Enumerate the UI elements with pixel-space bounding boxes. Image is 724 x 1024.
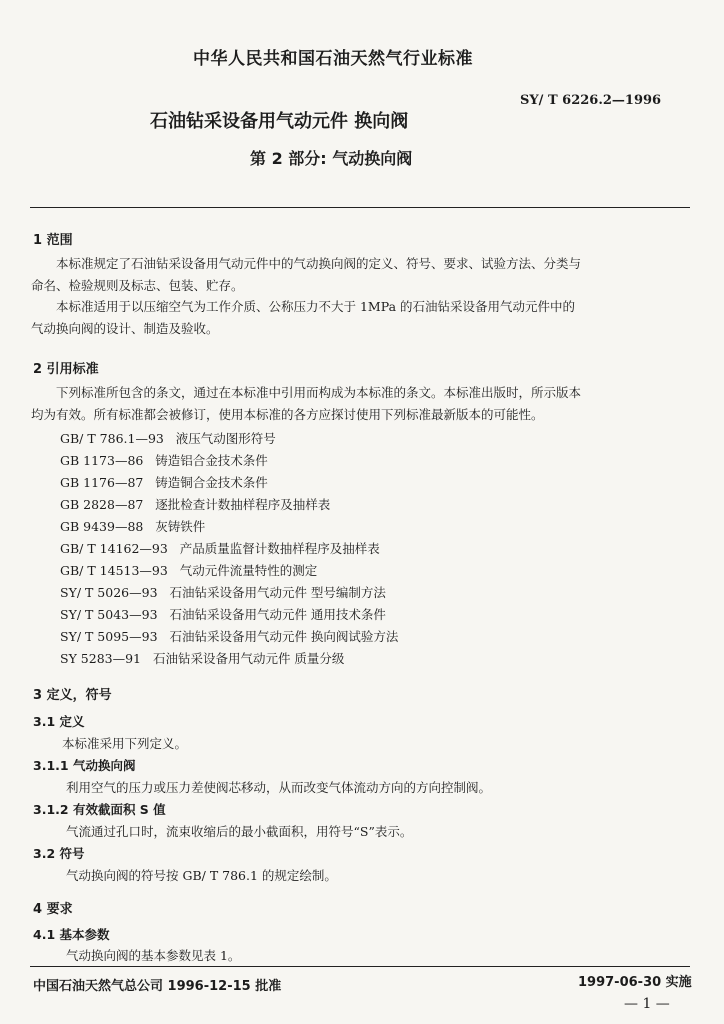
reference-item: SY/ T 5026—93 石油钻采设备用气动元件 型号编制方法 [60, 585, 386, 600]
section-3-1-1-heading: 3.1.1 气动换向阀 [33, 758, 136, 773]
reference-item: GB 9439—88 灰铸铁件 [60, 519, 206, 534]
section-3-1-1-text: 利用空气的压力或压力差使阀芯移动，从而改变气体流动方向的方向控制阀。 [66, 780, 492, 795]
approval-date: 中国石油天然气总公司 1996-12-15 批准 [33, 979, 282, 994]
reference-item: GB/ T 14162—93 产品质量监督计数抽样程序及抽样表 [60, 541, 380, 556]
standard-code: SY/ T 6226.2—1996 [520, 93, 662, 108]
reference-item: GB 2828—87 逐批检查计数抽样程序及抽样表 [60, 497, 331, 512]
section-4-1-text: 气动换向阀的基本参数见表 1。 [66, 948, 241, 963]
section-3-1-2-heading: 3.1.2 有效截面积 S 值 [33, 802, 166, 817]
doc-title: 石油钻采设备用气动元件 换向阀 [150, 111, 409, 132]
page-number: — 1 — [624, 996, 670, 1012]
section-1-heading: 1 范围 [33, 233, 73, 248]
section-3-1-heading: 3.1 定义 [33, 714, 85, 729]
header-rule [30, 207, 690, 208]
section-1-para-2a: 本标准适用于以压缩空气为工作介质、公称压力不大于 1MPa 的石油钻采设备用气动元件中的 [56, 299, 576, 314]
org-title: 中华人民共和国石油天然气行业标准 [193, 49, 473, 69]
section-3-1-2-text: 气流通过孔口时，流束收缩后的最小截面积，用符号“S”表示。 [66, 824, 413, 839]
section-3-2-text: 气动换向阀的符号按 GB/ T 786.1 的规定绘制。 [66, 868, 337, 883]
section-2-para-1a: 下列标准所包含的条文，通过在本标准中引用而构成为本标准的条文。本标准出版时，所示版本 [56, 385, 582, 400]
reference-item: SY 5283—91 石油钻采设备用气动元件 质量分级 [60, 651, 345, 666]
section-2-para-1b: 均为有效。所有标准都会被修订，使用本标准的各方应探讨使用下列标准最新版本的可能性。 [31, 407, 544, 422]
footer-rule [30, 966, 690, 967]
reference-item: GB 1176—87 铸造铜合金技术条件 [60, 475, 268, 490]
reference-item: GB 1173—86 铸造铝合金技术条件 [60, 453, 268, 468]
section-1-para-1a: 本标准规定了石油钻采设备用气动元件中的气动换向阀的定义、符号、要求、试验方法、分类与 [56, 256, 582, 271]
section-1-para-2b: 气动换向阀的设计、制造及验收。 [31, 321, 219, 336]
section-2-heading: 2 引用标准 [33, 362, 99, 377]
reference-item: SY/ T 5043—93 石油钻采设备用气动元件 通用技术条件 [60, 607, 386, 622]
section-3-2-heading: 3.2 符号 [33, 846, 85, 861]
doc-subtitle: 第 2 部分: 气动换向阀 [250, 149, 413, 168]
reference-item: GB/ T 14513—93 气动元件流量特性的测定 [60, 563, 318, 578]
implementation-date: 1997-06-30 实施 [578, 975, 692, 990]
section-3-heading: 3 定义，符号 [33, 688, 112, 703]
section-3-1-text: 本标准采用下列定义。 [62, 736, 188, 751]
section-4-1-heading: 4.1 基本参数 [33, 927, 110, 942]
section-4-heading: 4 要求 [33, 902, 73, 917]
reference-item: GB/ T 786.1—93 液压气动图形符号 [60, 431, 276, 446]
reference-item: SY/ T 5095—93 石油钻采设备用气动元件 换向阀试验方法 [60, 629, 399, 644]
section-1-para-1b: 命名、检验规则及标志、包装、贮存。 [31, 278, 244, 293]
